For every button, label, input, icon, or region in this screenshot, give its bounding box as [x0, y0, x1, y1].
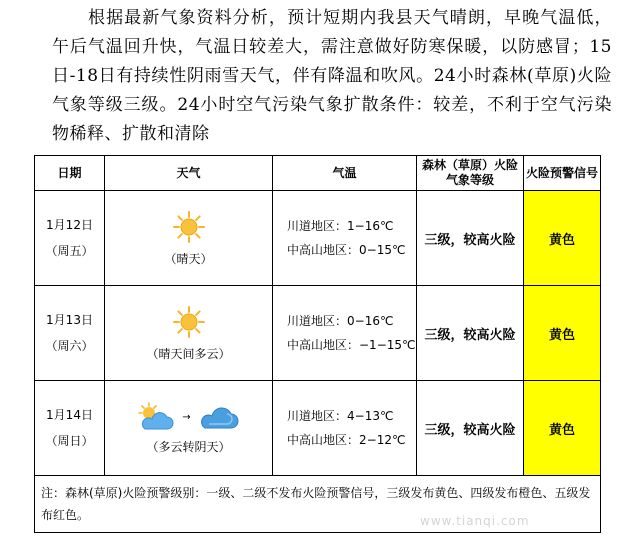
weather-cell [105, 286, 273, 381]
temp-mountain: 中高山地区：2−12℃ [287, 433, 406, 447]
header-fire-level: 森林（草原）火险气象等级 [417, 156, 524, 191]
date-cell [35, 191, 105, 286]
temp-valley: 川道地区：1−16℃ [287, 219, 394, 233]
weekday-label: （周日） [45, 434, 94, 448]
temperature-cell [273, 381, 417, 476]
weather-cell [105, 381, 273, 476]
weekday-label: （周六） [45, 339, 94, 353]
header-weather: 天气 [105, 156, 273, 191]
fire-level-cell: 三级，较高火险 [417, 191, 524, 286]
table-header-row [35, 156, 601, 191]
arrow-right-icon: → [182, 411, 191, 423]
date-cell [35, 381, 105, 476]
signal-cell: 黄色 [524, 286, 601, 381]
temp-valley: 川道地区：4−13℃ [287, 409, 394, 423]
watermark: www.tianqi.com [420, 514, 530, 528]
date-label: 1月13日 [46, 313, 93, 327]
temp-mountain: 中高山地区：−1−15℃ [287, 338, 416, 352]
table-note: 注：森林(草原)火险预警级别：一级、二级不发布火险预警信号，三级发布黄色、四级发布橙色、五级发布红色。 [35, 476, 601, 533]
date-cell [35, 286, 105, 381]
signal-cell: 黄色 [524, 191, 601, 286]
intro-paragraph: 根据最新气象资料分析，预计短期内我县天气晴朗，早晚气温低，午后气温回升快，气温日较差大，需注意做好防寒保暖，以防感冒；15日-18日有持续性阴雨雪天气，伴有降温和吹风。24小时森林(草原)火险气象等级三级。24小时空气污染气象扩散条件：较差，不利于空气污染物稀释、扩散和清除 [52, 8, 612, 144]
temp-valley: 川道地区：0−16℃ [287, 314, 394, 328]
cloudy-icon [197, 402, 241, 432]
sun-icon [172, 210, 206, 244]
fire-level-cell: 三级，较高火险 [417, 381, 524, 476]
signal-cell: 黄色 [524, 381, 601, 476]
date-label: 1月14日 [46, 408, 93, 422]
table-row [35, 381, 601, 476]
weather-desc: （晴天） [164, 252, 213, 266]
partly-cloudy-icon [136, 402, 176, 432]
temp-mountain: 中高山地区：0−15℃ [287, 243, 406, 257]
weather-desc: （多云转阴天） [146, 440, 231, 454]
weather-desc: （晴天间多云） [146, 347, 231, 361]
header-date: 日期 [35, 156, 105, 191]
header-signal: 火险预警信号 [524, 156, 601, 191]
table-row [35, 286, 601, 381]
forecast-table [34, 155, 601, 533]
temperature-cell [273, 191, 417, 286]
temperature-cell [273, 286, 417, 381]
header-temperature: 气温 [273, 156, 417, 191]
table-row [35, 191, 601, 286]
weekday-label: （周五） [45, 244, 94, 258]
weather-cell [105, 191, 273, 286]
sun-icon [172, 305, 206, 339]
date-label: 1月12日 [46, 218, 93, 232]
fire-level-cell: 三级，较高火险 [417, 286, 524, 381]
